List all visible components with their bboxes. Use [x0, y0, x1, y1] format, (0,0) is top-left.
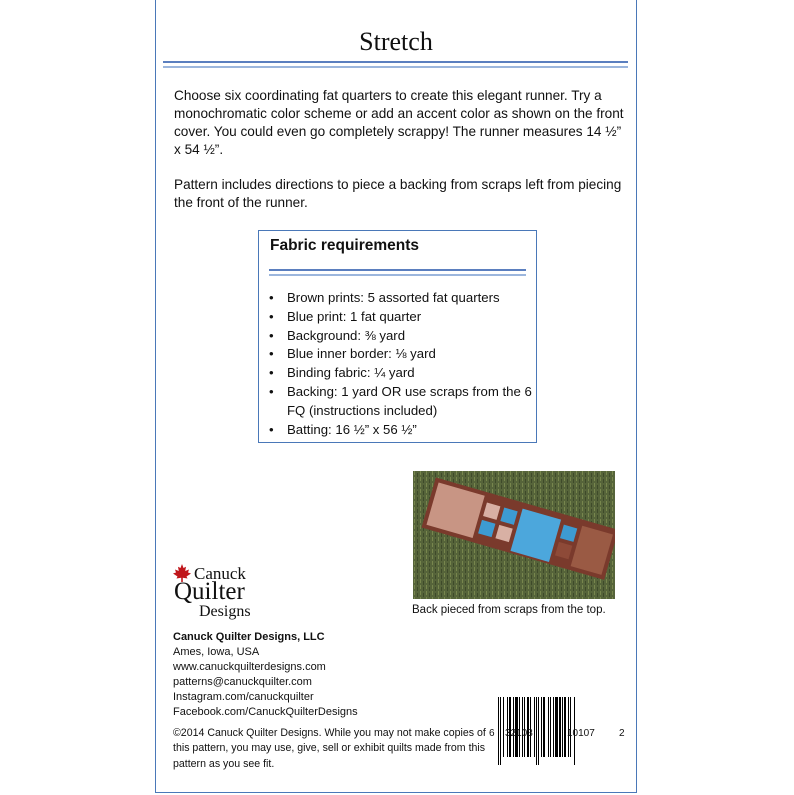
barcode-bar	[515, 697, 518, 757]
list-item: • Brown prints: 5 assorted fat quarters	[267, 289, 532, 308]
barcode-bar	[570, 697, 571, 757]
list-item: • Background: ⅜ yard	[267, 327, 532, 346]
intro-paragraph: Choose six coordinating fat quarters to create this elegant runner. Try a monochromatic color scheme or add an accent color as shown on the front cover. You could even go completely scrappy! The runner measures 14 ½” x 54 ½”.	[174, 88, 624, 157]
runner-back-photo	[413, 471, 615, 599]
barcode-bar	[553, 697, 554, 757]
logo-line-2: Quilter	[174, 578, 245, 605]
logo-line-3: Designs	[199, 603, 251, 620]
photo-caption: Back pieced from scraps from the top.	[412, 604, 606, 616]
barcode-bar	[519, 697, 520, 757]
fabric-requirements-box	[258, 230, 537, 443]
logo-line-1: Canuck	[194, 564, 246, 583]
company-location: Ames, Iowa, USA	[173, 646, 260, 658]
company-name: Canuck Quilter Designs, LLC	[173, 631, 325, 643]
list-item: • Batting: 16 ½” x 56 ½”	[267, 421, 532, 440]
barcode-bar	[568, 697, 569, 757]
backing-paragraph: Pattern includes directions to piece a backing from scraps left from piecing the front of the runner.	[174, 177, 622, 210]
box-rule-dark	[269, 269, 526, 271]
page-title: Stretch	[359, 27, 433, 56]
barcode-bar	[500, 697, 501, 765]
facebook-link[interactable]: Facebook.com/CanuckQuilterDesigns	[173, 706, 358, 718]
barcode-bar	[564, 697, 566, 757]
list-item: • Blue print: 1 fat quarter	[267, 308, 532, 327]
barcode-bar	[559, 697, 561, 757]
barcode-bar	[543, 697, 545, 757]
list-item: • Blue inner border: ⅛ yard	[267, 345, 532, 364]
copyright-notice: ©2014 Canuck Quilter Designs. While you may not make copies of this pattern, you may use, give, sell or exhibit quilts made from this pattern as you see fit.	[173, 727, 486, 770]
barcode-bar	[555, 697, 558, 757]
barcode-bar	[530, 697, 531, 757]
barcode-bar	[527, 697, 529, 757]
list-item: • Backing: 1 yard OR use scraps from the 6 FQ (instructions included)	[267, 383, 532, 421]
contact-block	[173, 630, 358, 720]
email-link[interactable]: patterns@canuckquilter.com	[173, 676, 312, 688]
list-item: • Binding fabric: ¼ yard	[267, 364, 532, 383]
website-link[interactable]: www.canuckquilterdesigns.com	[173, 661, 326, 673]
barcode-bar	[541, 697, 542, 757]
instagram-link[interactable]: Instagram.com/canuckquilter	[173, 691, 314, 703]
barcode-group-1: 32103	[505, 728, 533, 739]
barcode-bar	[536, 697, 537, 765]
fabric-list	[267, 289, 532, 439]
barcode-bar	[524, 697, 525, 757]
barcode-digit-left: 6	[489, 728, 495, 739]
barcode-group-2: 10107	[567, 728, 595, 739]
barcode-bar	[550, 697, 551, 757]
title-rule-dark	[163, 61, 628, 63]
barcode-bar	[509, 697, 511, 757]
barcode-bar	[507, 697, 508, 757]
barcode-digit-right: 2	[619, 728, 625, 739]
barcode-bar	[498, 697, 499, 765]
barcode-bar	[538, 697, 539, 765]
fabric-requirements-heading: Fabric requirements	[270, 237, 420, 254]
barcode-bar	[562, 697, 563, 757]
barcode-bar	[503, 697, 504, 757]
barcode-bar	[522, 697, 523, 757]
canuck-quilter-logo	[172, 562, 282, 622]
title-rule-light	[163, 66, 628, 68]
box-rule-light	[269, 274, 526, 276]
barcode-bar	[513, 697, 514, 757]
barcode-bar	[548, 697, 549, 757]
barcode-bar	[534, 697, 535, 757]
